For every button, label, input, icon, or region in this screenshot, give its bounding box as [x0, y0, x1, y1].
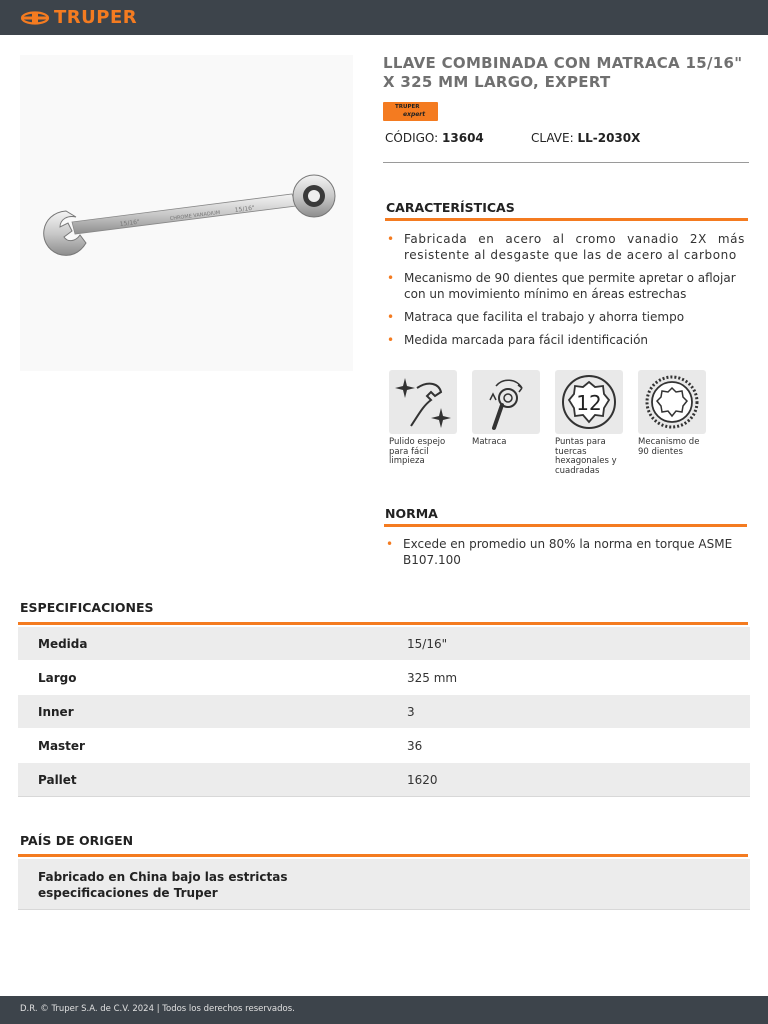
spec-value: 325 mm: [407, 671, 458, 685]
table-row: [18, 695, 750, 729]
spec-value: 36: [407, 739, 423, 753]
codigo-value: 13604: [442, 131, 484, 145]
norma-list: [384, 536, 748, 575]
especificaciones-underline: [18, 622, 748, 625]
spec-value: 3: [407, 705, 415, 719]
list-item: • Mecanismo de 90 dientes que permite apretar o aflojar con un movimiento mínimo en áreas estrechas: [385, 270, 745, 302]
product-image: [20, 55, 353, 371]
origen-underline: [18, 854, 748, 857]
svg-text:15/16": 15/16": [234, 204, 256, 214]
feature-caption: Mecanismo de 90 dientes: [638, 437, 700, 457]
spec-key: Medida: [38, 637, 88, 651]
spec-key: Inner: [38, 705, 74, 719]
truper-expert-badge: [383, 102, 438, 121]
twelve-point-icon: [555, 370, 623, 434]
list-item: • Excede en promedio un 80% la norma en torque ASME B107.100: [384, 536, 748, 568]
caracteristicas-heading: CARACTERÍSTICAS: [386, 200, 515, 215]
badge-brand: TRUPER: [395, 104, 420, 110]
norma-underline: [384, 524, 747, 527]
svg-text:CHROME VANADIUM: CHROME VANADIUM: [169, 209, 221, 222]
table-row: [18, 627, 750, 661]
clave-value: LL-2030X: [577, 131, 641, 145]
list-item: • Medida marcada para fácil identificación: [385, 332, 745, 348]
spec-key: Largo: [38, 671, 77, 685]
copyright-text: D.R. © Truper S.A. de C.V. 2024 | Todos los derechos reservados.: [20, 1004, 295, 1014]
feature-matraca: [472, 370, 542, 448]
norma-heading: NORMA: [385, 506, 438, 521]
feature-puntas: [555, 370, 625, 476]
codigo: [385, 131, 484, 145]
caracteristicas-list: [385, 231, 745, 355]
especificaciones-heading: ESPECIFICACIONES: [20, 600, 154, 615]
clave-label: CLAVE:: [531, 131, 574, 145]
truper-logo[interactable]: [20, 7, 137, 28]
spec-key: Pallet: [38, 773, 77, 787]
spec-key: Master: [38, 739, 85, 753]
feature-mecanismo: [638, 370, 708, 457]
sparkle-wrench-icon: [389, 370, 457, 434]
spec-value: 1620: [407, 773, 438, 787]
product-title: LLAVE COMBINADA CON MATRACA 15/16" X 325 MM LARGO, EXPERT: [383, 54, 743, 91]
feature-caption: Puntas para tuercas hexagonales y cuadradas: [555, 437, 617, 476]
table-row: [18, 661, 750, 695]
clave: [531, 131, 640, 145]
top-bar: [0, 0, 768, 35]
feature-caption: Pulido espejo para fácil limpieza: [389, 437, 446, 466]
table-row: [18, 729, 750, 763]
origen-heading: PAÍS DE ORIGEN: [20, 833, 134, 848]
ratchet-icon: [472, 370, 540, 434]
badge-line: expert: [403, 111, 426, 118]
footer: [0, 996, 768, 1024]
spec-value: 15/16": [407, 637, 448, 651]
title-divider: [383, 162, 749, 163]
table-row: [18, 763, 750, 797]
feature-pulido: [389, 370, 459, 467]
list-item: • Fabricada en acero al cromo vanadio 2X más resistente al desgaste que las de acero al carbono: [385, 231, 745, 263]
svg-text:15/16": 15/16": [119, 218, 141, 228]
origen-box: [18, 859, 750, 910]
codigo-label: CÓDIGO:: [385, 131, 439, 145]
spec-table: [18, 627, 750, 797]
feature-caption: Matraca: [472, 437, 507, 447]
caracteristicas-underline: [385, 218, 748, 221]
truper-logo-icon: [20, 9, 50, 27]
twelve-label: 12: [576, 391, 602, 415]
list-item: • Matraca que facilita el trabajo y ahorra tiempo: [385, 309, 745, 325]
origen-text: Fabricado en China bajo las estrictas especificaciones de Truper: [38, 870, 288, 900]
wrench-image: [20, 55, 353, 371]
brand-name: TRUPER: [54, 7, 138, 28]
gear-teeth-icon: [638, 370, 706, 434]
